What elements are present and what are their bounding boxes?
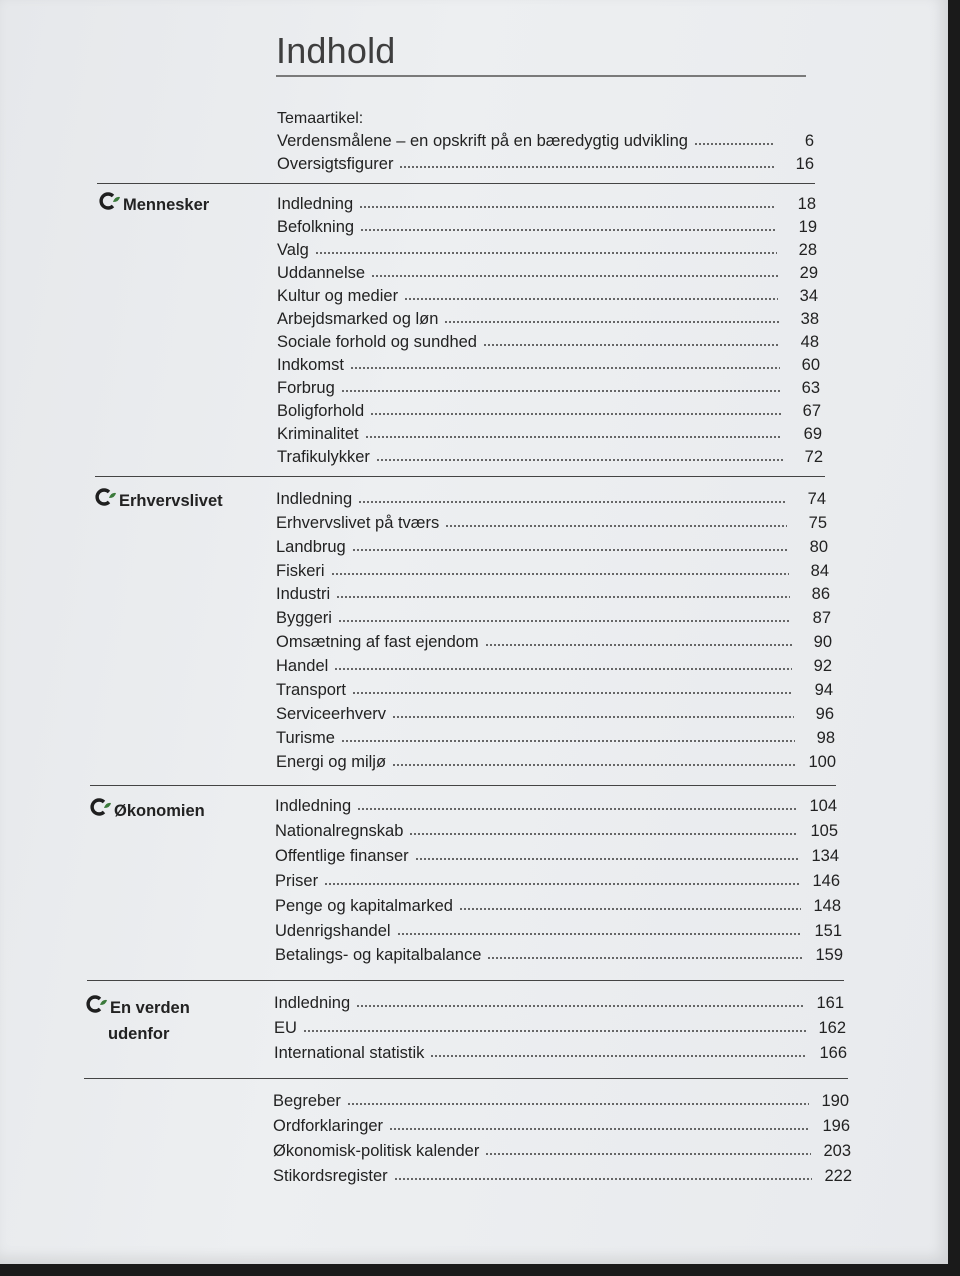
toc-entry-page: 92 <box>813 657 832 675</box>
section-heading-mennesker <box>98 192 209 218</box>
toc-entry <box>275 847 839 869</box>
toc-entry-name: Trafikulykker <box>277 448 370 466</box>
toc-entry-page: 190 <box>821 1092 849 1110</box>
toc-entry-page: 159 <box>815 946 843 964</box>
toc-entry-page: 19 <box>798 218 817 236</box>
toc-entry <box>275 946 843 968</box>
toc-entry-page: 34 <box>799 287 818 305</box>
dot-leader <box>324 882 800 886</box>
dot-leader <box>352 548 788 552</box>
toc-entry <box>277 264 818 286</box>
toc-entry <box>276 490 826 512</box>
page-title: Indhold <box>276 30 396 71</box>
toc-entry-name: Sociale forhold og sundhed <box>277 333 477 351</box>
toc-entry <box>273 1117 850 1139</box>
dot-leader <box>376 458 783 462</box>
toc-entry-name: Indledning <box>274 994 351 1012</box>
dot-leader <box>694 142 774 146</box>
toc-entry-name: Kriminalitet <box>277 425 359 443</box>
toc-entry-name: Omsætning af fast ejendom <box>276 633 479 651</box>
toc-entry <box>276 514 827 536</box>
dot-leader <box>356 1004 804 1008</box>
toc-entry-page: 94 <box>814 681 833 699</box>
toc-entry <box>276 657 832 679</box>
toc-entry-name: Økonomisk-politisk kalender <box>273 1142 480 1160</box>
dot-leader <box>347 1102 809 1106</box>
dot-leader <box>357 807 797 811</box>
dot-leader <box>404 297 778 301</box>
section-divider <box>97 183 815 184</box>
dot-leader <box>485 643 792 647</box>
toc-entry-page: 104 <box>809 797 837 815</box>
section-heading-okonomien <box>89 798 205 824</box>
toc-entry <box>277 379 820 401</box>
section-title: Erhvervslivet <box>119 492 223 510</box>
dot-leader <box>338 619 791 623</box>
toc-entry <box>277 195 816 217</box>
toc-entry-page: 63 <box>801 379 820 397</box>
toc-entry <box>274 1044 847 1066</box>
toc-entry <box>277 402 821 424</box>
dot-leader <box>392 763 796 767</box>
section-heading-en-verden-udenfor <box>85 995 190 1047</box>
toc-entry-page: 72 <box>804 448 823 466</box>
title-underline <box>276 75 806 77</box>
toc-entry <box>276 633 832 655</box>
toc-entry-name: Indkomst <box>277 356 344 374</box>
toc-entry-page: 166 <box>819 1044 847 1062</box>
toc-entry <box>277 218 817 240</box>
toc-entry <box>276 729 835 751</box>
toc-entry <box>277 448 823 470</box>
section-divider <box>87 980 844 981</box>
toc-entry <box>277 310 819 332</box>
toc-entry-page: 134 <box>811 847 839 865</box>
toc-entry-page: 29 <box>799 264 818 282</box>
toc-entry <box>276 585 830 607</box>
dot-leader <box>334 667 792 671</box>
toc-entry <box>277 356 820 378</box>
toc-entry-name: Turisme <box>276 729 335 747</box>
leaf-logo-icon <box>85 994 107 1014</box>
toc-entry-name: Boligforhold <box>277 402 365 420</box>
section-title: En verden <box>110 999 190 1017</box>
toc-entry-page: 222 <box>824 1167 852 1185</box>
dot-leader <box>445 524 787 528</box>
toc-entry-name: Betalings- og kapitalbalance <box>275 946 482 964</box>
dot-leader <box>350 366 780 370</box>
toc-entry-page: 16 <box>795 155 814 173</box>
toc-entry-page: 75 <box>808 514 827 532</box>
toc-entry-page: 6 <box>804 132 814 150</box>
toc-entry <box>273 1142 851 1164</box>
dot-leader <box>430 1054 807 1058</box>
dot-leader <box>483 343 779 347</box>
toc-entry <box>277 241 817 263</box>
toc-entry-name: Energi og miljø <box>276 753 387 771</box>
toc-entry <box>274 994 844 1016</box>
dot-leader <box>360 228 777 232</box>
toc-entry-name: Valg <box>277 241 309 259</box>
toc-entry-page: 146 <box>812 872 840 890</box>
dot-leader <box>459 907 801 911</box>
toc-entry-page: 196 <box>822 1117 850 1135</box>
toc-entry-page: 98 <box>816 729 835 747</box>
toc-entry-page: 87 <box>812 609 831 627</box>
toc-entry <box>276 562 829 584</box>
toc-entry-page: 100 <box>808 753 836 771</box>
dot-leader <box>444 320 779 324</box>
toc-entry-name: Penge og kapitalmarked <box>275 897 453 915</box>
toc-entry-page: 48 <box>800 333 819 351</box>
toc-entry <box>276 705 834 727</box>
dot-leader <box>415 857 799 861</box>
section-divider <box>90 785 836 786</box>
toc-entry-name: Handel <box>276 657 329 675</box>
toc-entry-name: Uddannelse <box>277 264 366 282</box>
leaf-logo-icon <box>98 191 120 211</box>
toc-entry-page: 148 <box>813 897 841 915</box>
toc-entry <box>275 822 838 844</box>
dot-leader <box>336 595 790 599</box>
toc-entry <box>276 609 831 631</box>
toc-entry-name: Indledning <box>277 195 354 213</box>
toc-entry-name: Udenrigshandel <box>275 922 391 940</box>
toc-entry-name: Industri <box>276 585 331 603</box>
toc-entry-name: Begreber <box>273 1092 341 1110</box>
toc-entry-name: International statistik <box>274 1044 425 1062</box>
toc-entry <box>277 155 814 177</box>
leaf-logo-icon <box>94 487 116 507</box>
dot-leader <box>341 389 780 393</box>
leaf-logo-icon <box>89 797 111 817</box>
section-title: Økonomien <box>114 802 205 820</box>
dot-leader <box>365 435 782 439</box>
dot-leader <box>315 251 777 255</box>
toc-entry-name: Indledning <box>276 490 353 508</box>
toc-entry-page: 69 <box>803 425 822 443</box>
toc-entry-name: Byggeri <box>276 609 332 627</box>
section-divider <box>95 476 825 477</box>
toc-entry-name: EU <box>274 1019 297 1037</box>
section-title-line2: udenfor <box>108 1025 170 1043</box>
dot-leader <box>358 500 786 504</box>
toc-entry-name: Offentlige finanser <box>275 847 409 865</box>
toc-entry-page: 90 <box>813 633 832 651</box>
toc-entry-page: 67 <box>802 402 821 420</box>
dot-leader <box>303 1029 806 1033</box>
toc-entry-name: Erhvervslivet på tværs <box>276 514 440 532</box>
toc-entry <box>276 753 836 775</box>
toc-entry-page: 80 <box>809 538 828 556</box>
toc-entry-page: 162 <box>818 1019 846 1037</box>
dot-leader <box>392 715 794 719</box>
toc-entry <box>273 1167 852 1189</box>
toc-entry-name: Transport <box>276 681 346 699</box>
dot-leader <box>399 165 774 169</box>
section-divider <box>84 1078 848 1079</box>
toc-entry <box>275 797 837 819</box>
toc-entry-page: 105 <box>810 822 838 840</box>
toc-entry-page: 28 <box>798 241 817 259</box>
toc-entry <box>277 287 818 309</box>
dot-leader <box>397 932 802 936</box>
toc-entry <box>277 333 819 355</box>
section-heading-erhvervslivet <box>94 488 223 514</box>
toc-entry-name: Ordforklaringer <box>273 1117 384 1135</box>
dot-leader <box>331 572 789 576</box>
toc-entry-page: 96 <box>815 705 834 723</box>
toc-entry-name: Forbrug <box>277 379 335 397</box>
toc-entry-page: 18 <box>797 195 816 213</box>
toc-entry-name: Befolkning <box>277 218 355 236</box>
section-title: Mennesker <box>123 196 210 214</box>
toc-entry <box>274 1019 846 1041</box>
toc-entry-page: 84 <box>810 562 829 580</box>
toc-entry-name: Kultur og medier <box>277 287 399 305</box>
toc-entry <box>276 538 828 560</box>
toc-entry <box>277 425 822 447</box>
toc-entry-name: Serviceerhverv <box>276 705 387 723</box>
dot-leader <box>352 691 793 695</box>
toc-entry <box>275 922 842 944</box>
toc-entry <box>275 897 841 919</box>
toc-entry-name: Fiskeri <box>276 562 325 580</box>
toc-entry-name: Indledning <box>275 797 352 815</box>
dot-leader <box>370 412 781 416</box>
toc-entry-page: 38 <box>800 310 819 328</box>
dot-leader <box>389 1127 810 1131</box>
toc-entry-page: 60 <box>801 356 820 374</box>
toc-entry-name: Verdensmålene – en opskrift på en bæredygtig udvikling <box>277 132 688 150</box>
toc-entry-page: 151 <box>814 922 842 940</box>
dot-leader <box>409 832 798 836</box>
toc-entry-page: 161 <box>816 994 844 1012</box>
dot-leader <box>394 1177 812 1181</box>
toc-entry <box>273 1092 849 1114</box>
toc-entry-page: 203 <box>823 1142 851 1160</box>
toc-entry-name: Arbejdsmarked og løn <box>277 310 439 328</box>
toc-entry-name: Priser <box>275 872 319 890</box>
toc-entry <box>277 132 814 154</box>
toc-entry-name: Nationalregnskab <box>275 822 404 840</box>
dot-leader <box>359 205 776 209</box>
intro-heading: Temaartikel: <box>277 110 364 127</box>
dot-leader <box>341 739 795 743</box>
toc-entry <box>276 681 833 703</box>
dot-leader <box>485 1152 811 1156</box>
toc-entry <box>275 872 840 894</box>
toc-entry-name: Oversigtsfigurer <box>277 155 394 173</box>
toc-entry-name: Landbrug <box>276 538 346 556</box>
toc-entry-page: 74 <box>807 490 826 508</box>
dot-leader <box>371 274 778 278</box>
toc-entry-page: 86 <box>811 585 830 603</box>
toc-entry-name: Stikordsregister <box>273 1167 388 1185</box>
dot-leader <box>487 956 803 960</box>
